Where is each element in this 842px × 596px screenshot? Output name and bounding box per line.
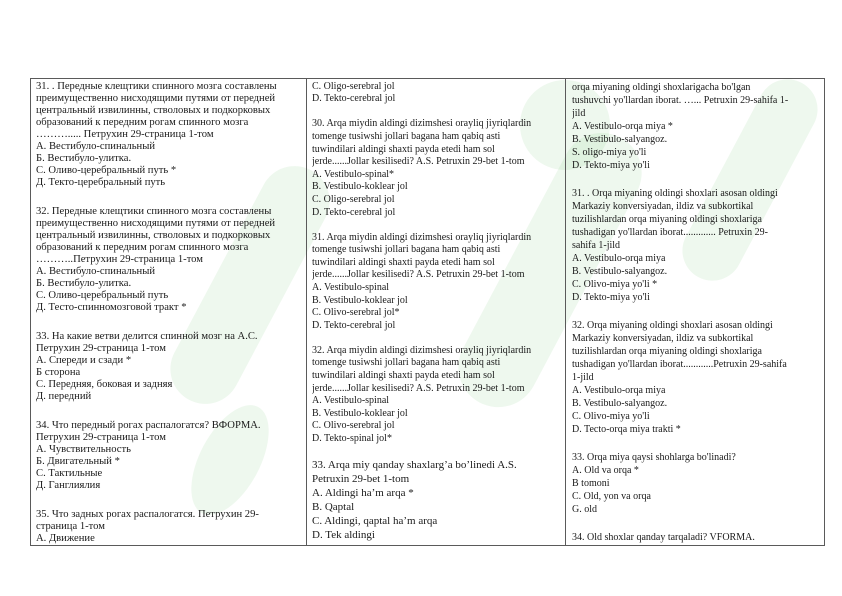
text-line: Б сторона bbox=[36, 367, 81, 378]
text-line: jerde......Jollar kesilisedi? A.S. Petruxin 29-bet 1-tom bbox=[312, 269, 525, 281]
text-line: Petruxin 29-bet 1-tom bbox=[312, 473, 410, 486]
text-line: tushadigan yo'llardan iborat............. Petruxin 29- bbox=[572, 226, 768, 238]
text-line: tuzilishlardan orqa miyaning oldingi shoxlariga bbox=[572, 213, 762, 225]
text-line: tuwindilari aldingi shaxti payda etedi ham sol bbox=[312, 370, 495, 382]
text-line: Петрухин 29-страница 1-том bbox=[36, 343, 166, 354]
question-block bbox=[312, 81, 563, 106]
text-line: B tomoni bbox=[572, 477, 610, 489]
text-line: C. Olivo-serebral jol* bbox=[312, 307, 400, 319]
karakalpak-column bbox=[312, 79, 563, 542]
text-line: Markaziy konversiyadan, ildiz va subkortikal bbox=[572, 332, 754, 344]
text-line: C. Olivo-miya yo'li bbox=[572, 410, 650, 422]
question-block bbox=[36, 509, 304, 545]
text-line: 31. . Передные клещтики спинного мозга составлены bbox=[36, 81, 277, 92]
text-line: центральный извилинны, стволовых и подкорковых bbox=[36, 105, 271, 116]
text-line: tushadigan yo'llardan iborat............Petruxin 29-sahifa bbox=[572, 358, 787, 370]
text-line: Б. Вестибуло-улитка. bbox=[36, 153, 132, 164]
text-line: образований к передним рогам спинного мозга bbox=[36, 242, 249, 253]
text-line: С. Тактильные bbox=[36, 468, 103, 479]
text-line: А. Вестибуло-спинальный bbox=[36, 266, 155, 277]
question-block bbox=[312, 458, 563, 542]
text-line: Д. Ганглиялия bbox=[36, 480, 101, 491]
text-line: D. Tekto-cerebral jol bbox=[312, 93, 396, 105]
text-line: 33. Arqa miy qanday shaxlarg’a bo’linedi A.S. bbox=[312, 459, 517, 472]
text-line: Д. передний bbox=[36, 391, 92, 402]
text-line: sahifa 1-jild bbox=[572, 239, 621, 251]
text-line: С. Оливо-церебральный путь bbox=[36, 290, 169, 301]
text-line: D. Tekto-spinal jol* bbox=[312, 433, 392, 445]
question-table bbox=[30, 78, 825, 546]
text-line: S. oligo-miya yo'li bbox=[572, 146, 647, 158]
text-line: Петрухин 29-страница 1-том bbox=[36, 432, 166, 443]
text-line: tomenge tusiwshi jollari bagana ham qabiq asti bbox=[312, 130, 501, 142]
text-line: С. Оливо-церебральный путь * bbox=[36, 165, 177, 176]
text-line: Б. Двигательный * bbox=[36, 456, 120, 467]
text-line: B. Vestibulo-koklear jol bbox=[312, 407, 408, 419]
text-line: C. Oligo-serebral jol bbox=[312, 193, 395, 205]
text-line: tuzilishlardan orqa miyaning oldingi shoxlariga bbox=[572, 345, 762, 357]
question-block bbox=[36, 206, 304, 314]
uzbek-column bbox=[572, 79, 824, 544]
question-block bbox=[36, 331, 304, 403]
question-block bbox=[572, 451, 824, 516]
text-line: А. Чувствительность bbox=[36, 444, 131, 455]
text-line: А. Спереди и сзади * bbox=[36, 355, 132, 366]
text-line: C. Olivo-miya yo'li * bbox=[572, 278, 658, 290]
text-line: 32. Orqa miyaning oldingi shoxlari asosan oldingi bbox=[572, 319, 773, 331]
question-block bbox=[572, 319, 824, 436]
text-line: A. Vestibulo-spinal bbox=[312, 395, 390, 407]
question-block bbox=[36, 81, 304, 189]
text-line: tuwindilari aldingi shaxti payda etedi ham sol bbox=[312, 256, 495, 268]
text-line: страница 1-том bbox=[36, 521, 105, 532]
text-line: ………..Петрухин 29-страница 1-том bbox=[36, 254, 203, 265]
text-line: образований к передним рогам спинного мозга bbox=[36, 117, 249, 128]
text-line: A. Vestibulo-spinal bbox=[312, 282, 390, 293]
text-line: B. Vestibulo-koklear jol bbox=[312, 181, 408, 193]
text-line: D. Tekto-miya yo'li bbox=[572, 291, 650, 303]
text-line: 31. Arqa miydin aldingi dizimshesi orayliq jiyriqlardin bbox=[312, 231, 532, 243]
text-line: 33. Orqa miya qaysi shohlarga bo'linadi? bbox=[572, 451, 736, 463]
text-line: Д. Тесто-спинномозговой тракт * bbox=[36, 302, 187, 313]
text-line: С. Передняя, боковая и задняя bbox=[36, 379, 173, 390]
column-divider bbox=[565, 79, 566, 545]
text-line: D. Tek aldingi bbox=[312, 529, 375, 542]
question-block bbox=[312, 118, 563, 219]
text-line: 34. Что передный рогах распалогатся? ВФОРМА. bbox=[36, 420, 261, 431]
text-line: tomenge tusiwshi jollari bagana ham qabiq asti bbox=[312, 244, 501, 256]
text-line: A. Vestibulo-orqa miya * bbox=[572, 120, 673, 132]
text-line: преимущественно нисходящими путями от передней bbox=[36, 93, 276, 104]
text-line: B. Vestibulo-salyangoz. bbox=[572, 397, 668, 409]
text-line: 35. Что задных рогах распалогатся. Петрухин 29- bbox=[36, 509, 259, 520]
text-line: 32. Arqa miydin aldingi dizimshesi orayliq jiyriqlardin bbox=[312, 344, 532, 356]
text-line: A. Vestibulo-spinal* bbox=[312, 168, 395, 180]
text-line: B. Vestibulo-koklear jol bbox=[312, 294, 408, 306]
text-line: jild bbox=[572, 107, 586, 119]
text-line: A. Vestibulo-orqa miya bbox=[572, 252, 666, 264]
text-line: D. Tekto-cerebral jol bbox=[312, 206, 396, 218]
russian-column bbox=[36, 79, 304, 545]
question-block bbox=[312, 232, 563, 333]
question-block bbox=[572, 531, 824, 544]
text-line: B. Vestibulo-salyangoz. bbox=[572, 265, 668, 277]
question-block bbox=[572, 81, 824, 172]
text-line: 30. Arqa miydin aldingi dizimshesi orayliq jiyriqlardin bbox=[312, 118, 532, 130]
text-line: C. Olivo-serebral jol bbox=[312, 420, 395, 432]
column-divider bbox=[306, 79, 307, 545]
text-line: A. Vestibulo-orqa miya bbox=[572, 384, 666, 396]
text-line: 34. Old shoxlar qanday tarqaladi? VFORMA. bbox=[572, 531, 755, 543]
text-line: B. Qaptal bbox=[312, 501, 355, 514]
question-block bbox=[36, 420, 304, 492]
text-line: 1-jild bbox=[572, 371, 594, 383]
text-line: C. Old, yon va orqa bbox=[572, 490, 651, 502]
text-line: 32. Передные клещтики спинного мозга составлены bbox=[36, 206, 272, 217]
text-line: D. Tekto-miya yo'li bbox=[572, 159, 650, 171]
text-line: D. Tecto-orqa miya trakti * bbox=[572, 423, 681, 435]
text-line: А. Вестибуло-спинальный bbox=[36, 141, 155, 152]
text-line: C. Aldingi, qaptal ha’m arqa bbox=[312, 515, 438, 528]
text-line: D. Tekto-cerebral jol bbox=[312, 319, 396, 331]
text-line: tushuvchi yo'llardan iborat. …... Petruxin 29-sahifa 1- bbox=[572, 94, 789, 106]
text-line: jerde......Jollar kesilisedi? A.S. Petruxin 29-bet 1-tom bbox=[312, 156, 525, 168]
text-line: orqa miyaning oldingi shoxlarigacha bo'lgan bbox=[572, 81, 751, 93]
text-line: А. Движение bbox=[36, 533, 95, 544]
text-line: tuwindilari aldingi shaxti payda etedi ham sol bbox=[312, 143, 495, 155]
text-line: ………..... Петрухин 29-страница 1-том bbox=[36, 129, 214, 140]
question-block bbox=[572, 187, 824, 304]
text-line: B. Vestibulo-salyangoz. bbox=[572, 133, 668, 145]
question-block bbox=[312, 345, 563, 446]
text-line: tomenge tusiwshi jollari bagana ham qabiq asti bbox=[312, 357, 501, 369]
text-line: Б. Вестибуло-улитка. bbox=[36, 278, 132, 289]
text-line: G. old bbox=[572, 503, 597, 515]
text-line: jerde......Jollar kesilisedi? A.S. Petruxin 29-bet 1-tom bbox=[312, 382, 525, 394]
text-line: C. Oligo-serebral jol bbox=[312, 80, 395, 92]
text-line: преимущественно нисходящими путями от передней bbox=[36, 218, 276, 229]
text-line: Markaziy konversiyadan, ildiz va subkortikal bbox=[572, 200, 754, 212]
text-line: A. Aldingi ha’m arqa * bbox=[312, 487, 414, 500]
text-line: A. Old va orqa * bbox=[572, 464, 639, 476]
text-line: Д. Текто-церебральный путь bbox=[36, 177, 166, 188]
text-line: 33. На какие ветви делится спинной мозг на А.С. bbox=[36, 331, 258, 342]
text-line: 31. . Orqa miyaning oldingi shoxlari asosan oldingi bbox=[572, 187, 778, 199]
text-line: центральный извилинны, стволовых и подкорковых bbox=[36, 230, 271, 241]
